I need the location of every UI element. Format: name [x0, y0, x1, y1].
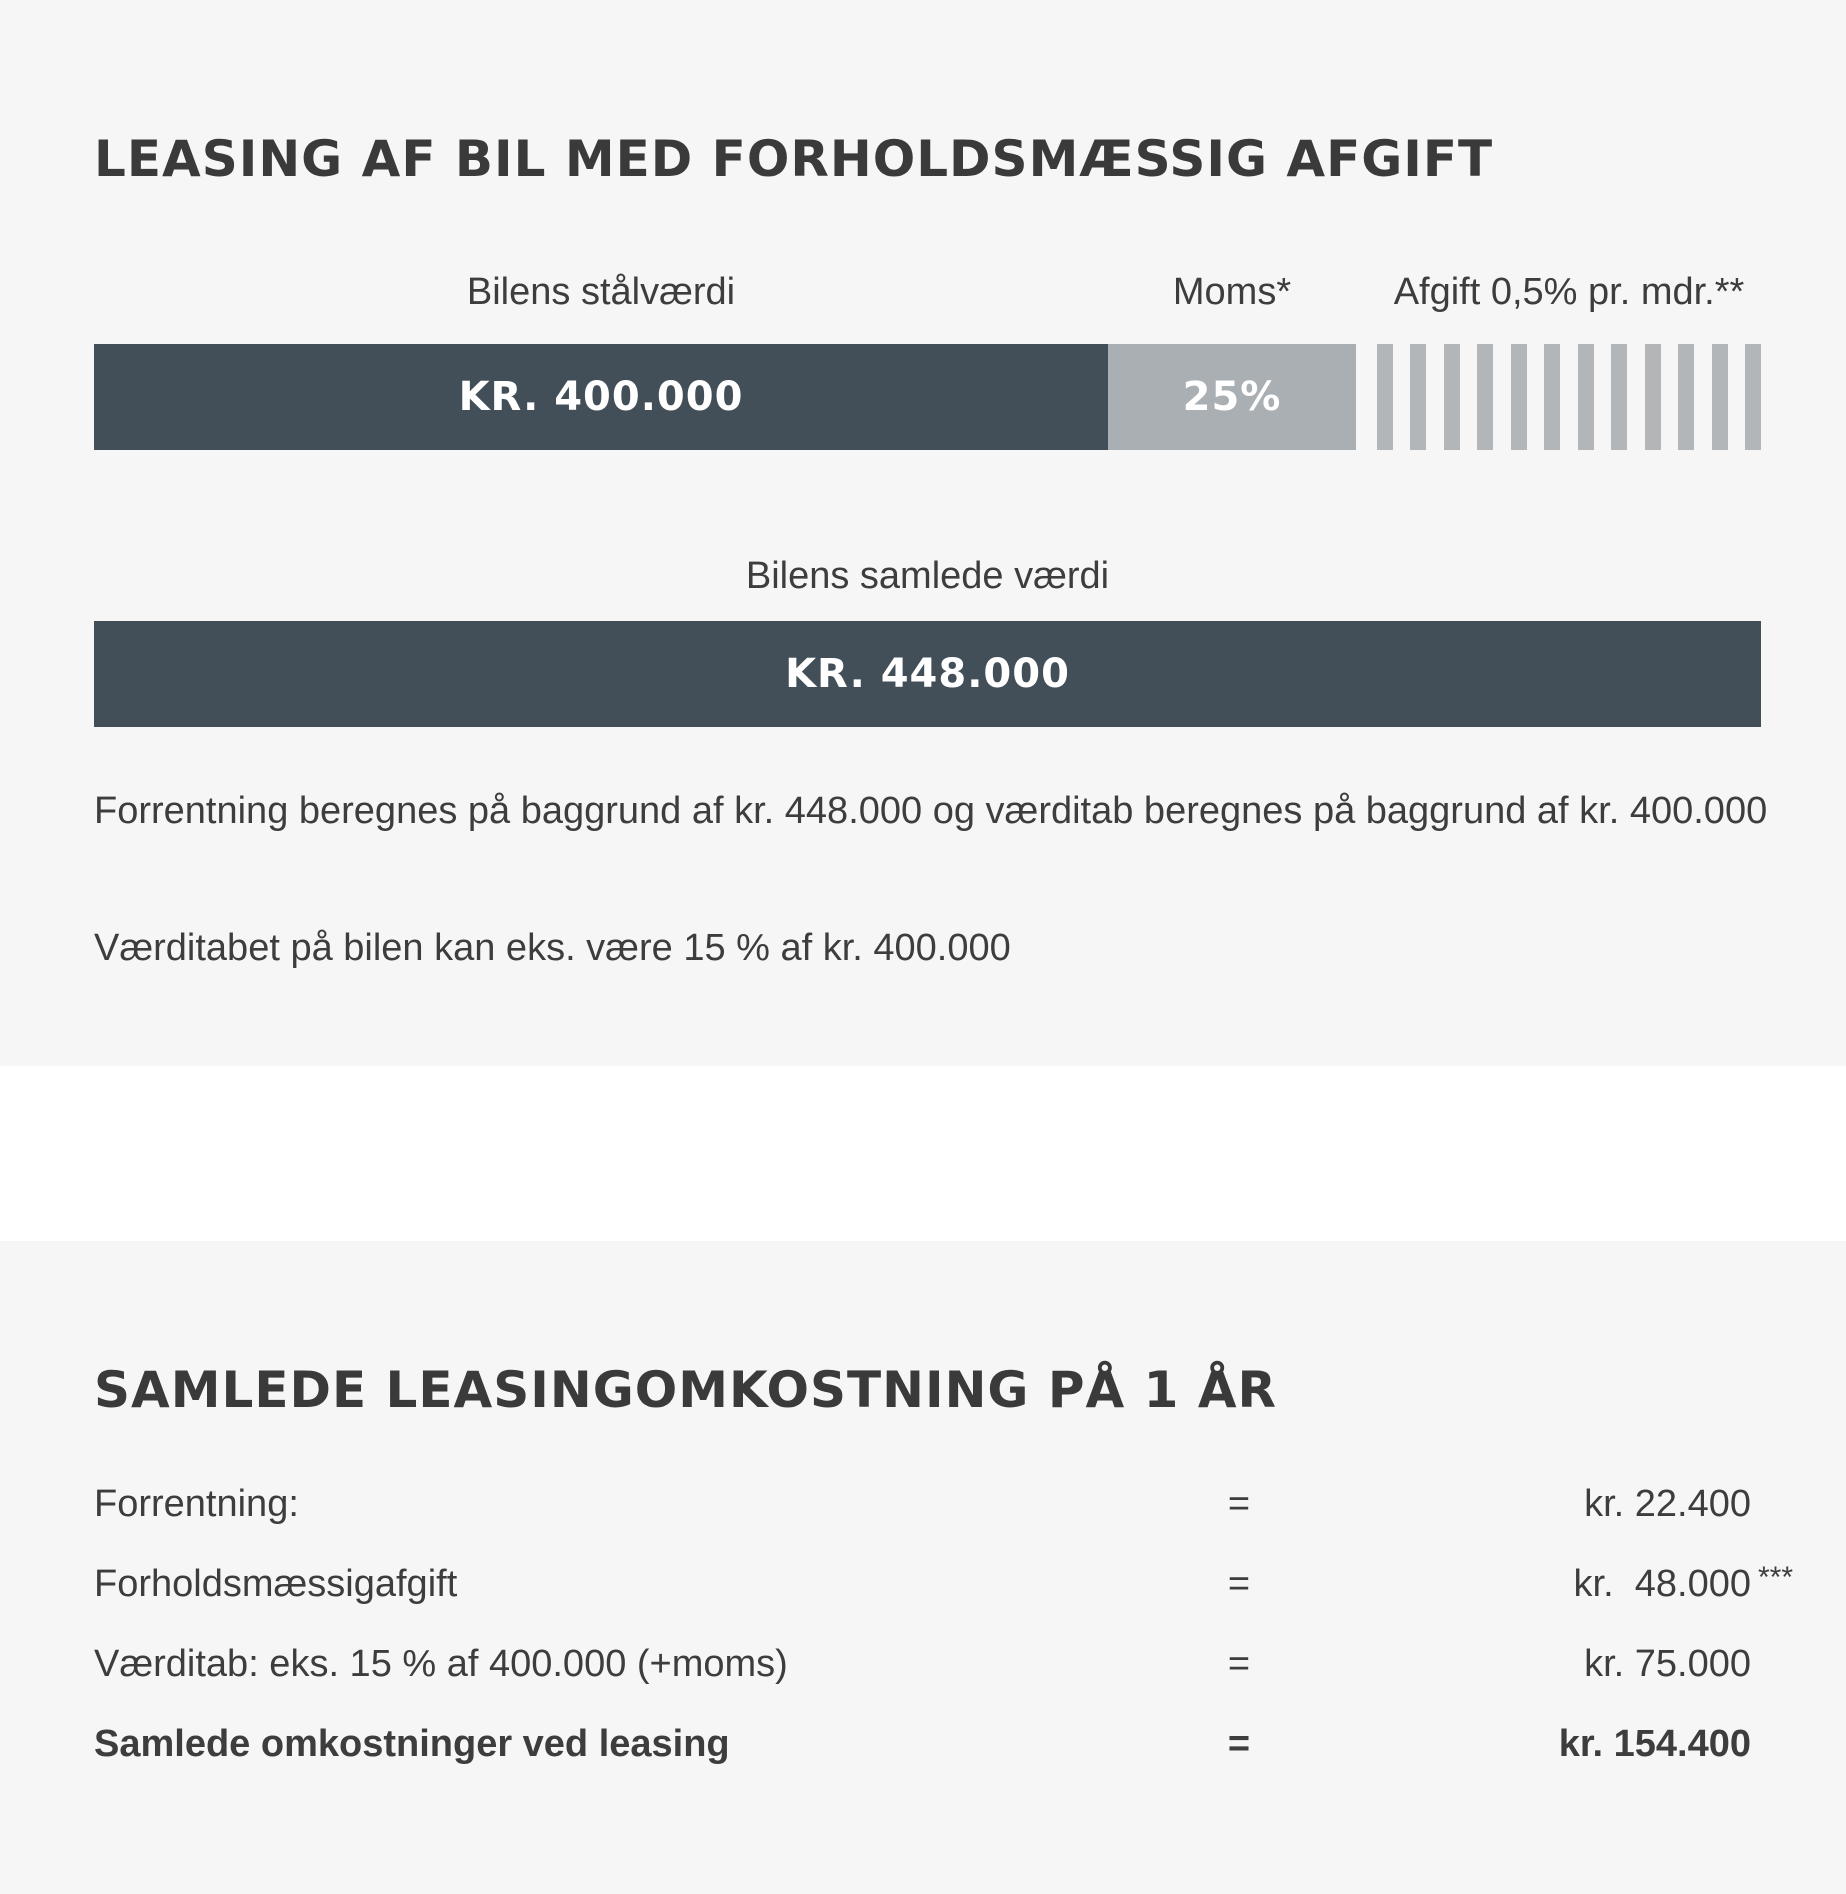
depreciation-note: Værditabet på bilen kan eks. være 15 % af kr. 400.000 [94, 927, 1011, 969]
duty-stripe [1712, 344, 1728, 450]
total-value-label: Bilens samlede værdi [745, 555, 1110, 597]
cost-row-depreciation [94, 1639, 1794, 1689]
duty-stripe [1444, 344, 1460, 450]
duty-striped-bar [1377, 344, 1761, 450]
vat-percentage: 25% [1182, 374, 1282, 420]
cost-row-value: kr. 48.000 [1573, 1563, 1751, 1605]
cost-row-label: Forholdsmæssigafgift [94, 1563, 458, 1605]
cost-row-value: kr. 75.000 [1584, 1643, 1751, 1685]
duty-stripe [1544, 344, 1560, 450]
section-title-costs: SAMLEDE LEASINGOMKOSTNING PÅ 1 ÅR [94, 1361, 1278, 1419]
footnote-marker: *** [1758, 1561, 1794, 1594]
duty-label: Afgift 0,5% pr. mdr.** [1393, 271, 1745, 313]
cost-row-total [94, 1719, 1794, 1769]
total-value-amount: KR. 448.000 [785, 651, 1070, 697]
equals-sign: = [1227, 1643, 1251, 1685]
cost-row-label: Samlede omkostninger ved leasing [94, 1723, 730, 1765]
cost-row-label: Forrentning: [94, 1483, 299, 1525]
vat-bar [1108, 344, 1356, 450]
steel-value-amount: KR. 400.000 [458, 374, 744, 420]
cost-row-value: kr. 154.400 [1558, 1723, 1751, 1765]
interest-note: Forrentning beregnes på baggrund af kr. 448.000 og værditab beregnes på baggrund af kr. 400.000 [94, 790, 1768, 832]
cost-row-duty [94, 1559, 1794, 1609]
total-value-bar [94, 621, 1761, 727]
cost-row-value: kr. 22.400 [1584, 1483, 1751, 1525]
vat-label: Moms* [1172, 271, 1292, 313]
duty-stripe [1410, 344, 1426, 450]
duty-stripe [1511, 344, 1527, 450]
duty-stripe [1377, 344, 1393, 450]
cost-row-label: Værditab: eks. 15 % af 400.000 (+moms) [94, 1643, 788, 1685]
equals-sign: = [1227, 1563, 1251, 1605]
duty-stripe [1745, 344, 1761, 450]
duty-stripe [1678, 344, 1694, 450]
equals-sign: = [1227, 1723, 1251, 1765]
duty-stripe [1477, 344, 1493, 450]
duty-stripe [1578, 344, 1594, 450]
steel-value-bar [94, 344, 1108, 450]
duty-stripe [1611, 344, 1627, 450]
duty-stripe [1645, 344, 1661, 450]
section-title-leasing: LEASING AF BIL MED FORHOLDSMÆSSIG AFGIFT [94, 130, 1494, 188]
cost-summary-panel [0, 1241, 1846, 1894]
equals-sign: = [1227, 1483, 1251, 1525]
cost-row-interest [94, 1479, 1794, 1529]
steel-value-label: Bilens stålværdi [466, 271, 736, 313]
